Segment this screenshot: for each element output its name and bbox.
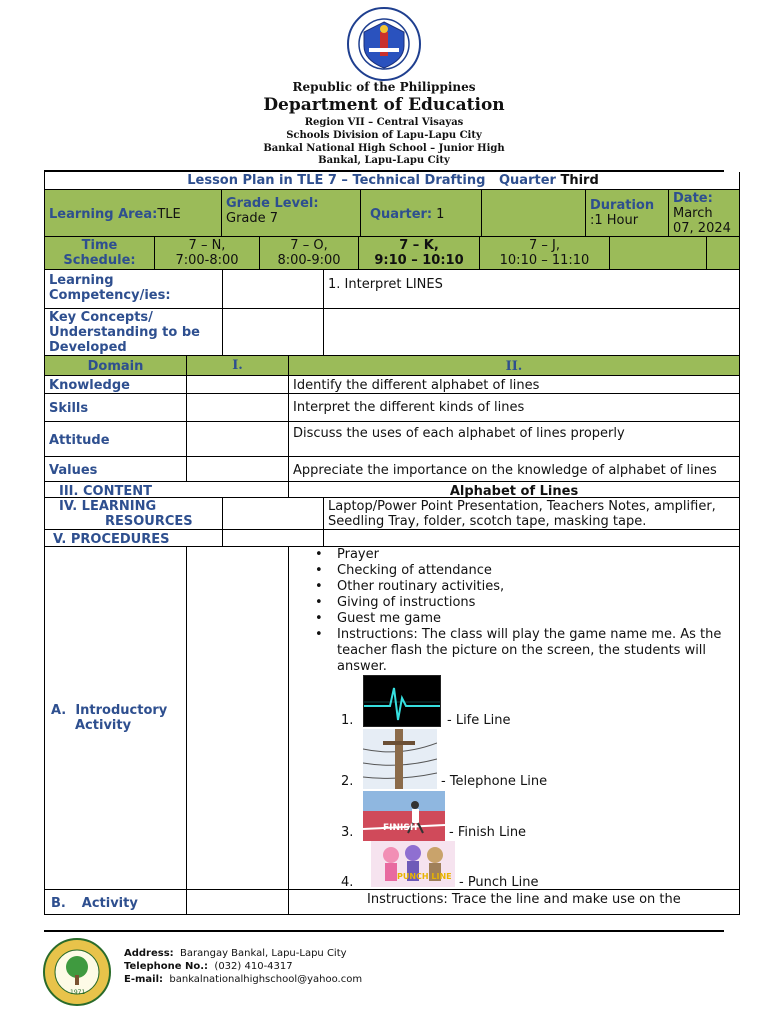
footer-email-line bbox=[124, 974, 362, 985]
activity-label-cell bbox=[44, 889, 187, 915]
intro-col1-cell bbox=[186, 546, 289, 890]
schedule-time: 7:00-8:00 bbox=[175, 253, 239, 268]
footer-phone-value: (032) 410-4317 bbox=[214, 961, 293, 972]
domain-col2-cell bbox=[288, 355, 740, 376]
plan-title-row bbox=[44, 172, 740, 189]
plan-quarter-label: Quarter bbox=[498, 173, 556, 188]
telephone-pole-image bbox=[363, 729, 437, 789]
footer-divider bbox=[44, 930, 724, 932]
resources-label-cell bbox=[44, 497, 223, 530]
plan-title: Lesson Plan in TLE 7 – Technical Drafting bbox=[187, 173, 486, 188]
content-value-cell bbox=[288, 481, 740, 498]
skills-label-cell bbox=[44, 393, 187, 422]
duration-value: :1 Hour bbox=[590, 213, 639, 228]
key-concepts-blank-cell bbox=[222, 308, 324, 356]
attitude-value: Discuss the uses of each alphabet of lines properly bbox=[293, 426, 625, 441]
resources-label-2: RESOURCES bbox=[105, 514, 193, 529]
activity-label: Activity bbox=[81, 896, 138, 911]
intro-bullet-list bbox=[313, 547, 723, 675]
values-value-cell bbox=[288, 456, 740, 482]
region-line: Region VII – Central Visayas bbox=[304, 117, 464, 128]
learning-area-label: Learning Area: bbox=[49, 207, 158, 222]
content-label: III. CONTENT bbox=[59, 484, 152, 498]
key-concepts-label-1: Key Concepts/ bbox=[49, 310, 153, 325]
republic-line: Republic of the Philippines bbox=[292, 80, 476, 94]
schedule-label-1: Time bbox=[81, 238, 118, 253]
key-concepts-value-cell bbox=[323, 308, 740, 356]
content-value: Alphabet of Lines bbox=[449, 484, 579, 498]
intro-bullet: • Giving of instructions bbox=[313, 595, 723, 611]
schedule-label-cell bbox=[44, 236, 155, 270]
learning-area-cell bbox=[44, 189, 222, 237]
division-line: Schools Division of Lapu-Lapu City bbox=[286, 130, 482, 141]
knowledge-value-cell bbox=[288, 375, 740, 394]
punch-line-image bbox=[371, 841, 455, 887]
item-label: - Telephone Line bbox=[441, 774, 548, 789]
knowledge-col1-cell bbox=[186, 375, 289, 394]
intro-letter: A. bbox=[51, 703, 67, 718]
domain-header-cell bbox=[44, 355, 187, 376]
item-label: - Life Line bbox=[447, 713, 511, 728]
attitude-value-cell bbox=[288, 421, 740, 457]
intro-label-cell bbox=[44, 546, 187, 890]
activity-value: Instructions: Trace the line and make use on the bbox=[367, 892, 681, 907]
values-label-cell bbox=[44, 456, 187, 482]
key-concepts-label-3: Developed bbox=[49, 340, 127, 355]
values-col1-cell bbox=[186, 456, 289, 482]
attitude-label-cell bbox=[44, 421, 187, 457]
schedule-blank-1 bbox=[609, 236, 707, 270]
competency-label-cell bbox=[44, 269, 223, 309]
item-number: 2. bbox=[341, 774, 354, 789]
plan-quarter-value: Third bbox=[560, 173, 599, 188]
quarter-value: 1 bbox=[436, 207, 445, 222]
knowledge-value: Identify the different alphabet of lines bbox=[293, 378, 540, 393]
skills-value: Interpret the different kinds of lines bbox=[293, 400, 525, 415]
grade-level-value: Grade 7 bbox=[226, 211, 279, 226]
knowledge-label: Knowledge bbox=[49, 378, 130, 393]
item-number: 4. bbox=[341, 875, 354, 890]
date-value-1: March bbox=[673, 206, 713, 221]
domain-col1-cell bbox=[186, 355, 289, 376]
department-title: Department of Education bbox=[263, 95, 505, 115]
activity-col1-cell bbox=[186, 889, 289, 915]
footer-email-value: bankalnationalhighschool@yahoo.com bbox=[169, 974, 363, 985]
schedule-time: 10:10 – 11:10 bbox=[499, 253, 590, 268]
grade-level-label: Grade Level: bbox=[226, 196, 319, 211]
schedule-blank-2 bbox=[706, 236, 740, 270]
competency-value-cell bbox=[323, 269, 740, 309]
intro-content-cell bbox=[288, 546, 740, 890]
procedures-label-cell bbox=[44, 529, 223, 547]
intro-bullet: • Prayer bbox=[313, 547, 723, 563]
intro-bullet: • Checking of attendance bbox=[313, 563, 723, 579]
punch-pic-text: PUNCH LINE bbox=[397, 872, 452, 881]
activity-value-cell bbox=[288, 889, 740, 915]
schedule-slot-3 bbox=[358, 236, 480, 270]
intro-bullet: • Instructions: The class will play the game name me. As the teacher flash the picture on the screen, the students will answer. bbox=[313, 627, 723, 675]
intro-label-1: Introductory bbox=[75, 703, 168, 718]
schedule-section: 7 – N, bbox=[188, 238, 226, 253]
footer-phone-line bbox=[124, 961, 293, 972]
resources-value-2: Seedling Tray, folder, scotch tape, masking tape. bbox=[328, 514, 647, 529]
footer-address-value: Barangay Bankal, Lapu-Lapu City bbox=[180, 948, 347, 959]
logo-year: 1971 bbox=[70, 989, 86, 996]
resources-blank-cell bbox=[222, 497, 324, 530]
intro-bullet: • Guest me game bbox=[313, 611, 723, 627]
schedule-time: 9:10 – 10:10 bbox=[374, 253, 464, 268]
quarter-label: Quarter: bbox=[370, 207, 433, 222]
attitude-label: Attitude bbox=[49, 433, 110, 448]
footer-address-label: Address: bbox=[124, 948, 174, 959]
content-label-cell bbox=[44, 481, 289, 498]
resources-value-1: Laptop/Power Point Presentation, Teachers Notes, amplifier, bbox=[328, 499, 716, 514]
intro-bullet: • Other routinary activities, bbox=[313, 579, 723, 595]
item-label: - Finish Line bbox=[449, 825, 527, 840]
procedures-blank-cell bbox=[222, 529, 324, 547]
school-line: Bankal National High School – Junior High bbox=[263, 143, 505, 154]
school-logo bbox=[42, 937, 112, 1007]
intro-label-line-1 bbox=[51, 703, 182, 718]
schedule-label-2: Schedule: bbox=[63, 253, 136, 268]
date-label: Date: bbox=[673, 191, 713, 206]
competency-label-1: Learning bbox=[49, 273, 114, 288]
schedule-slot-1 bbox=[154, 236, 260, 270]
intro-label-2: Activity bbox=[75, 718, 132, 733]
quarter-cell bbox=[360, 189, 482, 237]
duration-cell bbox=[585, 189, 669, 237]
schedule-section: 7 – O, bbox=[290, 238, 328, 253]
date-cell bbox=[668, 189, 740, 237]
resources-label-1: IV. LEARNING bbox=[59, 499, 157, 514]
item-label: - Punch Line bbox=[459, 875, 539, 890]
duration-label: Duration bbox=[590, 198, 655, 213]
finish-line-image bbox=[363, 791, 445, 841]
values-label: Values bbox=[49, 463, 98, 478]
item-number: 3. bbox=[341, 825, 354, 840]
learning-area-value: TLE bbox=[157, 207, 181, 222]
knowledge-label-cell bbox=[44, 375, 187, 394]
footer-phone-label: Telephone No.: bbox=[124, 961, 209, 972]
procedures-label: V. PROCEDURES bbox=[53, 532, 170, 547]
schedule-time: 8:00-9:00 bbox=[277, 253, 341, 268]
skills-label: Skills bbox=[49, 401, 89, 416]
deped-seal bbox=[339, 6, 429, 82]
schedule-slot-2 bbox=[259, 236, 359, 270]
key-concepts-label-cell bbox=[44, 308, 223, 356]
competency-value: 1. Interpret LINES bbox=[328, 277, 443, 292]
procedures-value-cell bbox=[323, 529, 740, 547]
domain-col2-label: II. bbox=[505, 359, 523, 374]
key-concepts-label-2: Understanding to be bbox=[49, 325, 200, 340]
resources-value-cell bbox=[323, 497, 740, 530]
attitude-col1-cell bbox=[186, 421, 289, 457]
domain-col1-label: I. bbox=[232, 358, 243, 373]
schedule-section: 7 – J, bbox=[528, 238, 560, 253]
schedule-slot-4 bbox=[479, 236, 610, 270]
footer-address-line bbox=[124, 948, 347, 959]
competency-blank-cell bbox=[222, 269, 324, 309]
grade-level-cell bbox=[221, 189, 361, 237]
activity-letter: B. bbox=[51, 896, 66, 911]
heartbeat-image bbox=[363, 675, 441, 727]
footer-email-label: E-mail: bbox=[124, 974, 164, 985]
skills-value-cell bbox=[288, 393, 740, 422]
skills-col1-cell bbox=[186, 393, 289, 422]
values-value: Appreciate the importance on the knowledge of alphabet of lines bbox=[293, 463, 717, 478]
blank-info-cell bbox=[481, 189, 586, 237]
item-number: 1. bbox=[341, 713, 354, 728]
school-address-line: Bankal, Lapu-Lapu City bbox=[318, 155, 450, 166]
finish-pic-text: FINISH bbox=[383, 823, 418, 833]
schedule-section: 7 – K, bbox=[399, 238, 439, 253]
date-value-2: 07, 2024 bbox=[673, 221, 731, 236]
domain-header-label: Domain bbox=[87, 359, 144, 374]
competency-label-2: Competency/ies: bbox=[49, 288, 171, 303]
